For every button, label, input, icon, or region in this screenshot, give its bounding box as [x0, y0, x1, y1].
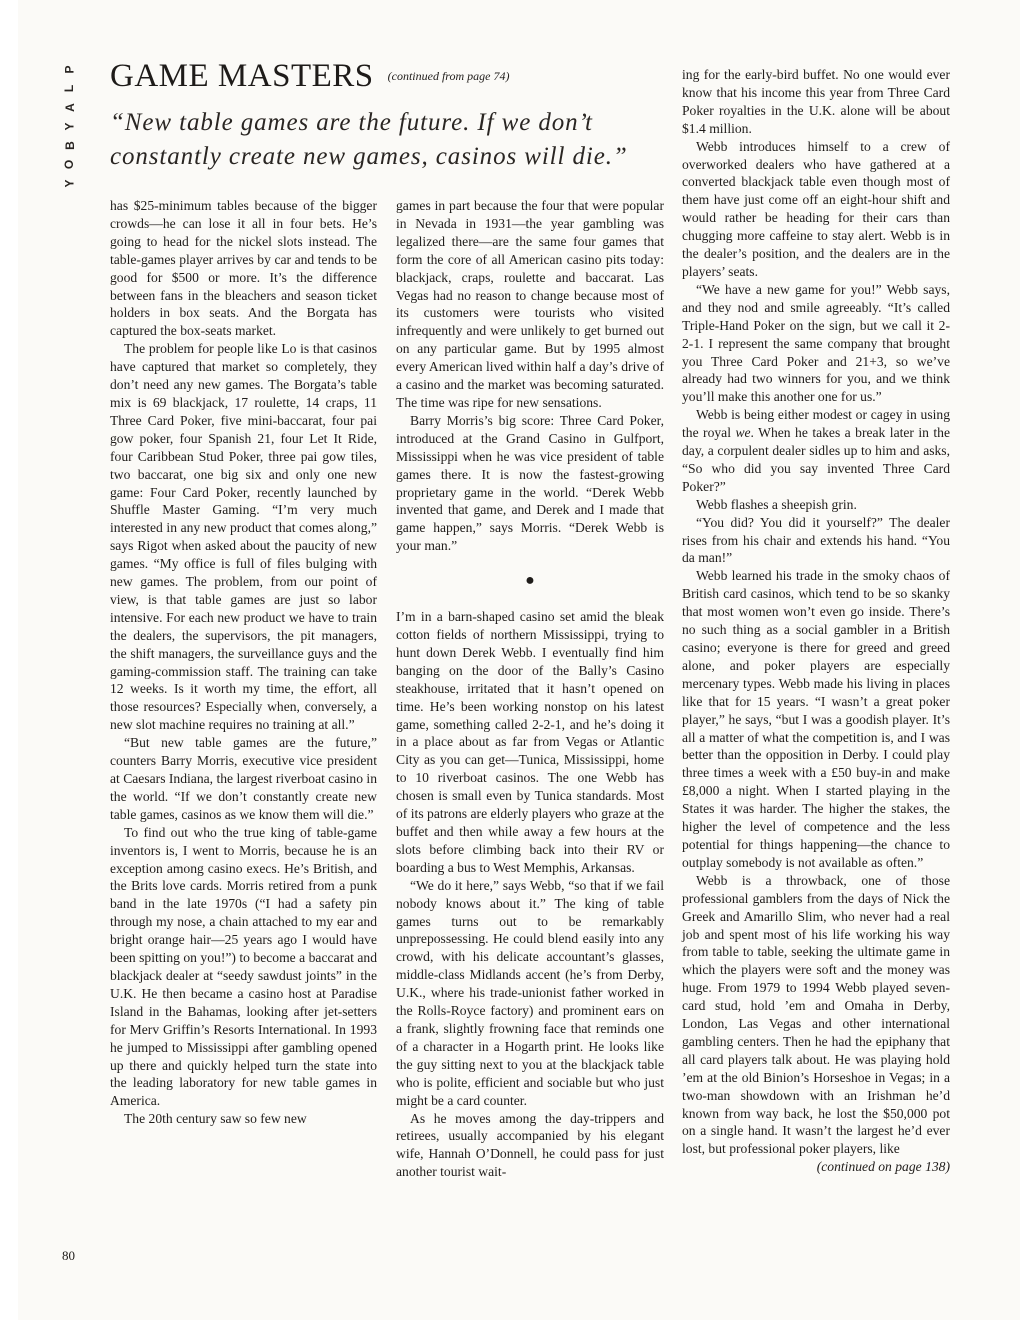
section-break-bullet: ●	[525, 572, 535, 590]
article-paragraph: Webb is a throwback, one of those professional gamblers from the days of Nick the Greek and Amarillo Slim, who never had a real job and spent most of his life working his way from table to table, seeking the ultimate game in which the players were soft and the money was huge. From 1979 to 1994 Webb played seven-card stud, hold ’em and Omaha in Derby, London, Las Vegas and other international gambling centers. Then he had the epiphany that all card players talk about. He was playing hold ’em at the old Binion’s Horseshoe in Vegas; in a two-man showdown with an Irishman he’d known from way back, he lost the $50,000 pot on a single hand. It wasn’t the largest he’d ever lost, but professional poker players, like	[682, 872, 950, 1157]
masthead-letter: Y	[62, 179, 77, 188]
text-column-3	[682, 66, 950, 1176]
article-title: GAME MASTERS	[110, 58, 374, 94]
article-paragraph: “We do it here,” says Webb, “so that if we fail nobody knows about it.” The king of table games turns out to be remarkably unprepossessing. He could blend easily into any crowd, with his delicate accountant’s glasses, middle-class Midlands accent (he’s from Derby, U.K., where his trade-unionist father worked in the Rolls-Royce factory) and prominent ears on a frank, slightly frowning face that reminds one of a character in a Hogarth print. He looks like the guy sitting next to you at the blackjack table who is polite, efficient and sociable but who just might be a card counter.	[396, 877, 664, 1108]
article-paragraph: Barry Morris’s big score: Three Card Poker, introduced at the Grand Casino in Gulfport, Mississippi when he was vice president of table games there. It is now the fastest-growing proprietary game in the world. “Derek Webb invented that game, and Derek and I made that game happen,” says Morris. “Derek Webb is your man.”	[396, 412, 664, 554]
masthead-letter: Y	[62, 122, 77, 131]
column-2-section-2	[396, 608, 664, 1181]
page-edge	[0, 0, 18, 1320]
article-paragraph: As he moves among the day-trippers and retirees, usually accompanied by his elegant wife, Hannah O’Donnell, he could pass for just another tourist wait-	[396, 1110, 664, 1180]
article-paragraph: “But new table games are the future,” counters Barry Morris, executive vice president at Caesars Indiana, the largest riverboat casino in the world. “If we don’t constantly create new table games, casinos as we know them will die.”	[110, 735, 377, 822]
article-paragraph: Webb flashes a sheepish grin.	[696, 496, 857, 512]
text-column-2	[396, 197, 664, 1181]
article-paragraph: Webb learned his trade in the smoky chaos of British card casinos, which tend to be so skanky that most women won’t even go inside. There’s no such thing as a social gambler in a British casino; everyone is there for greed and greed alone, and poker players are especially mercenary types. Webb made his living in places like that for 15 years. “I wasn’t a great poker player,” he says, “but I was a goodish player. It’s all a matter of what the competition is, and I was better than the opposition in Derby. I could play three times a week with a £50 buy-in and make £8,000 a night. When I started playing in the States it was harder. The higher the stakes, the higher the level of competence and the less potential for things happening—the chance to outplay somebody is not available as often.”	[682, 568, 950, 870]
page-number: 80	[62, 1248, 75, 1263]
masthead-letter: L	[62, 84, 77, 93]
article-paragraph: Webb introduces himself to a crew of overworked dealers who have gathered at a converted blackjack table even though most of them have just come off an eight-hour shift and would rather be heading for their cars than chugging more caffeine to stay alert. Webb is in the dealer’s position, and the dealers are in the players’ seats.	[682, 138, 950, 279]
article-paragraph: games in part because the four that were popular in Nevada in 1931—the year gambling was legalized there—are the same four games that form the core of all American casino pits today: blackjack, craps, roulette and baccarat. Las Vegas had no reason to change because most of its customers were tourists who visited infrequently and were unlikely to get burned out on any particular game. But by 1995 almost every American lived within half a day’s drive of a casino and the market was becoming saturated. The time was ripe for new sensations.	[396, 198, 664, 410]
column-2-section-1	[396, 197, 664, 555]
article-paragraph: ing for the early-bird buffet. No one would ever know that his income this year from Three Card Poker royalties in the U.K. alone will be about $1.4 million.	[682, 67, 950, 136]
magazine-masthead	[60, 60, 80, 193]
article-paragraph: I’m in a barn-shaped casino set amid the bleak cotton fields of northern Mississippi, trying to hunt down Derek Webb. I eventually find him banging on the door of the Bally’s Casino steakhouse, irritated that it hasn’t opened on time. He’s been working nonstop on his latest game, something called 2-2-1, and he’s doing it in a place about as far from Vegas or Atlantic City as you can get—Tunica, Mississippi, home to 10 riverboat casinos. The one Webb has chosen is small even by Tunica standards. Most of its patrons are elderly players who graze at the buffet and then while away a few hours at the slots before climbing back into their RV or boarding a bus to West Memphis, Arkansas.	[396, 609, 664, 875]
pull-quote: “New table games are the future. If we don’t constantly create new games, casinos will die.”	[110, 109, 628, 170]
article-paragraph: To find out who the true king of table-game inventors is, I went to Morris, because he is an exception among casino execs. He’s British, and the Brits love cards. Morris retired from a punk band in the late 1970s (“I had a safety pin through my nose, a chain attached to my ear and bright orange hair—25 years ago I would have been spitting on you!”) to become a baccarat and blackjack dealer at “seedy sawdust joints” in the U.K. He then became a casino host at Paradise Island in the Bahamas, looking after jet-setters for Merv Griffin’s Resorts International. In 1993 he jumped to Mississippi after gambling opened up there and quickly helped turn the state into the leading laboratory for new table games in America.	[110, 824, 377, 1109]
article-paragraph: “We have a new game for you!” Webb says, and they nod and smile agreeably. “It’s called Triple-Hand Poker on the sign, but we call it 2-2-1. I represent the same company that brought you Three Card Poker and 21+3, so we’ve already had two winners for you, and we think you’ll make this another one for us.”	[682, 281, 950, 405]
article-paragraph: Webb is being either modest or cagey in using the royal we. When he takes a break later in the day, a corpulent dealer sidles up to him and asks, “So who did you say invented Three Card Poker?”	[682, 407, 951, 494]
continued-to-label: (continued on page 138)	[816, 1159, 950, 1175]
masthead-letter: B	[62, 141, 77, 150]
text-column-1	[110, 197, 377, 1128]
article-paragraph: The problem for people like Lo is that casinos have captured that market so completely, they don’t need any new games. The Borgata’s table mix is 69 blackjack, 17 roulette, 14 craps, 11 Three Card Poker, five mini-baccarat, four pai gow poker, four Spanish 21, four Let It Ride, four Caribbean Stud Poker, three pai gow tiles, two baccarat, one big six and only one new game: Four Card Poker, recently launched by Shuffle Master Gaming. “I’m very much interested in any new product that comes along,” says Rigot when asked about the paucity of new games. “My office is full of files bulging with new games. The problem, from our point of view, is that table games are just so labor intensive. For each new product we have to train the dealers, the supervisors, the pit managers, the shift managers, the surveillance guys and the gaming-commission staff. The training can take 12 weeks. Is it worth my time, the effort, all those resources? Especially when, conversely, a new slot machine requires no training at all.”	[110, 341, 377, 733]
article-paragraph: has $25-minimum tables because of the bigger crowds—he can lose it all in four bets. He’s going to head for the nickel slots instead. The table-games player arrives by car and tends to be good for $500 or more. It’s the difference between fans in the bleachers and season ticket holders in box seats. And the Borgata has captured the box-seats market.	[110, 198, 377, 339]
masthead-letter: A	[62, 103, 77, 112]
title-row	[110, 58, 510, 95]
article-paragraph: “You did? You did it yourself?” The dealer rises from his chair and extends his hand. “You da man!”	[682, 514, 950, 566]
continued-from-label: (continued from page 74)	[387, 69, 510, 83]
masthead-letter: O	[62, 159, 77, 170]
masthead-letter: P	[62, 65, 77, 74]
article-paragraph: The 20th century saw so few new	[124, 1111, 307, 1127]
